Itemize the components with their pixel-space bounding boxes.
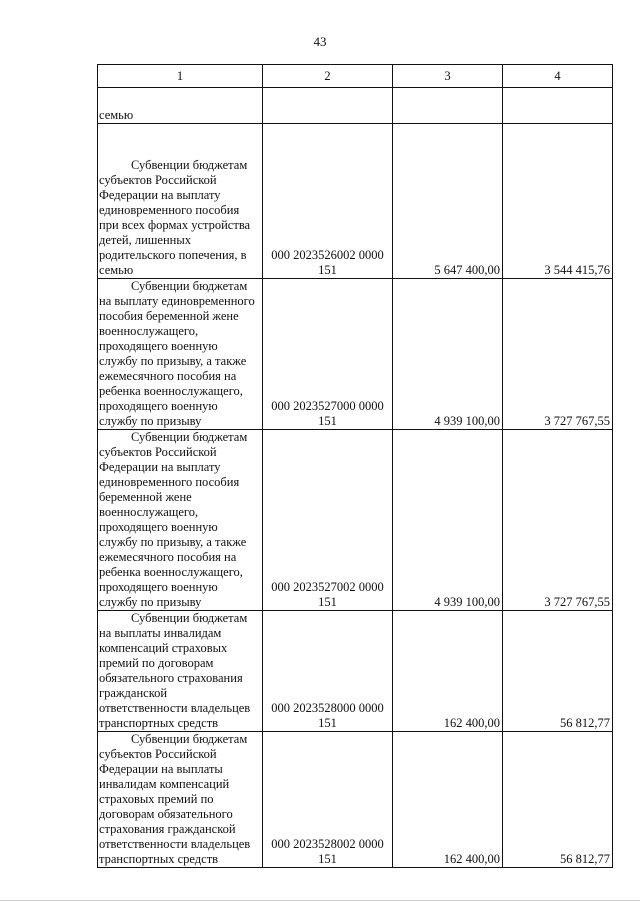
table-row [98,88,613,124]
table-row [98,430,613,611]
code-line: 000 2023526002 0000 [271,248,384,262]
code-line: 151 [318,263,337,277]
description-line: проходящего военную [99,399,218,413]
description-line: проходящего военную [99,520,218,534]
description-line: Субвенции бюджетам [131,430,248,444]
description-line: пособия беременной жене [99,309,239,323]
description-line: родительского попечения, в [99,248,247,262]
code-line: 000 2023528000 0000 [271,701,384,715]
description-line: семью [99,108,134,122]
description-line: при всех формах устройства [99,218,251,232]
description-line: беременной жене [99,490,192,504]
value-column-3 [393,88,503,124]
description-line: службу по призыву, а также [99,354,247,368]
description-line: службу по призыву [99,414,202,428]
code-line: 000 2023528002 0000 [271,837,384,851]
code-line: 151 [318,414,337,428]
table-row [98,732,613,868]
row-description [98,88,263,124]
description-line: службу по призыву [99,595,202,609]
description-line: Субвенции бюджетам [131,611,248,625]
description-line: на выплаты инвалидам [99,626,222,640]
description-line: службу по призыву, а также [99,535,247,549]
description-line: проходящего военную [99,580,218,594]
column-header: 1 [98,65,263,88]
budget-code [263,88,393,124]
description-line: ответственности владельцев [99,837,251,851]
table-row [98,124,613,279]
description-line: Федерации на выплату [99,460,221,474]
code-line: 151 [318,595,337,609]
description-line: детей, лишенных [99,233,191,247]
description-line: Субвенции бюджетам [131,158,248,172]
description-line: семью [99,263,134,277]
description-line: гражданской [99,686,168,700]
row-description [98,124,263,279]
budget-code [263,124,393,279]
column-header: 4 [503,65,613,88]
description-line: премий по договорам [99,656,214,670]
value-column-4: 56 812,77 [503,611,613,732]
value-column-3: 5 647 400,00 [393,124,503,279]
table-row [98,279,613,430]
value-column-3: 4 939 100,00 [393,430,503,611]
row-description [98,732,263,868]
value-column-4: 3 544 415,76 [503,124,613,279]
value-column-4: 3 727 767,55 [503,279,613,430]
description-line: ответственности владельцев [99,701,251,715]
description-line: обязательного страхования [99,671,243,685]
page-bottom-edge [0,900,640,901]
description-line: ребенка военнослужащего, [99,384,243,398]
description-line: Субвенции бюджетам [131,279,248,293]
code-line: 000 2023527002 0000 [271,580,384,594]
description-line: единовременного пособия [99,203,240,217]
description-line: ежемесячного пособия на [99,550,237,564]
description-line: договорам обязательного [99,807,233,821]
description-line: компенсаций страховых [99,641,228,655]
code-line: 151 [318,852,337,866]
budget-code [263,732,393,868]
description-line: военнослужащего, [99,505,199,519]
budget-code [263,430,393,611]
description-line: военнослужащего, [99,324,199,338]
code-line: 151 [318,716,337,730]
budget-code [263,611,393,732]
header-row [98,65,613,88]
description-line: страховых премий по [99,792,214,806]
description-line: Федерации на выплаты [99,762,223,776]
description-line: транспортных средств [99,716,219,730]
column-header: 3 [393,65,503,88]
row-description [98,430,263,611]
column-header: 2 [263,65,393,88]
description-line: проходящего военную [99,339,218,353]
row-description [98,279,263,430]
description-line: субъектов Российской [99,445,217,459]
description-line: инвалидам компенсаций [99,777,230,791]
value-column-3: 162 400,00 [393,732,503,868]
budget-code [263,279,393,430]
description-line: Федерации на выплату [99,188,221,202]
page-number: 43 [313,34,327,49]
row-description [98,611,263,732]
value-column-4: 56 812,77 [503,732,613,868]
description-line: ежемесячного пособия на [99,369,237,383]
description-line: единовременного пособия [99,475,240,489]
description-line: субъектов Российской [99,173,217,187]
value-column-4 [503,88,613,124]
description-line: страхования гражданской [99,822,236,836]
code-line: 000 2023527000 0000 [271,399,384,413]
description-line: ребенка военнослужащего, [99,565,243,579]
value-column-4: 3 727 767,55 [503,430,613,611]
table-row [98,611,613,732]
value-column-3: 4 939 100,00 [393,279,503,430]
description-line: на выплату единовременного [99,294,255,308]
description-line: транспортных средств [99,852,219,866]
budget-table [97,64,613,868]
value-column-3: 162 400,00 [393,611,503,732]
description-line: субъектов Российской [99,747,217,761]
description-line: Субвенции бюджетам [131,732,248,746]
